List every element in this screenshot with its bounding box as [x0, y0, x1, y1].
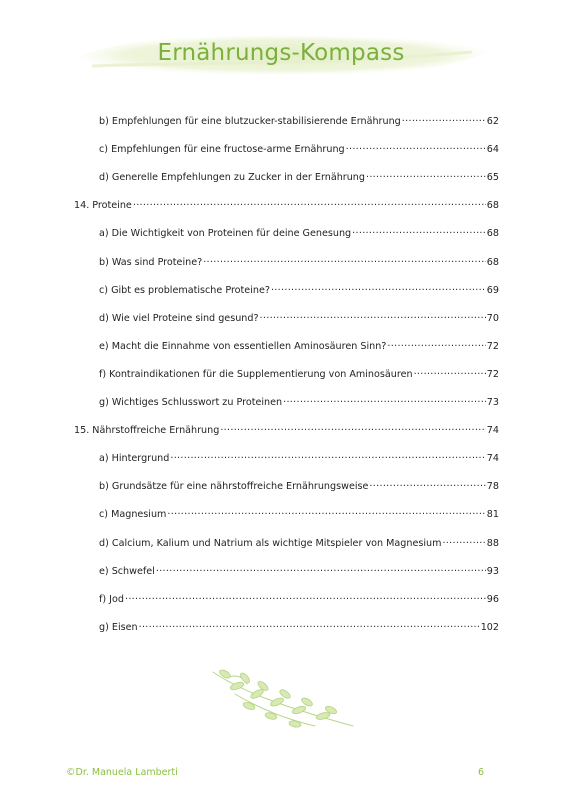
toc-entry-label: d) Wie viel Proteine sind gesund?	[99, 312, 259, 324]
toc-entry-page: 96	[486, 593, 499, 605]
toc-entry-label: 14. Proteine	[74, 200, 132, 212]
toc-entry-label: a) Die Wichtigkeit von Proteinen für deine Genesung	[99, 228, 352, 240]
toc-entry-label: c) Magnesium	[99, 509, 167, 521]
toc-entry-page: 65	[486, 172, 499, 184]
toc-dot-leader	[167, 507, 485, 517]
footer-page-number: 6	[478, 767, 485, 778]
toc-entry-label: f) Kontraindikationen für die Supplementierung von Aminosäuren	[99, 368, 413, 380]
toc-dot-leader	[414, 367, 486, 377]
toc-section-entry[interactable]	[99, 170, 499, 184]
toc-dot-leader	[271, 283, 486, 293]
toc-entry-label: b) Grundsätze für eine nährstoffreiche Ernährungsweise	[99, 481, 369, 493]
toc-entry-page: 73	[486, 397, 499, 408]
toc-dot-leader	[366, 170, 486, 180]
toc-dot-leader	[402, 114, 486, 124]
toc-dot-leader	[346, 142, 486, 152]
toc-entry-page: 68	[486, 200, 499, 212]
toc-dot-leader	[369, 479, 485, 489]
toc-dot-leader	[133, 198, 486, 208]
toc-entry-page: 74	[486, 453, 499, 465]
toc-entry-page: 72	[486, 340, 499, 352]
toc-section-entry[interactable]	[99, 592, 499, 606]
toc-dot-leader	[260, 311, 486, 321]
toc-entry-page: 68	[486, 256, 499, 268]
toc-section-entry[interactable]	[99, 507, 499, 521]
toc-entry-label: f) Jod	[99, 593, 124, 605]
toc-dot-leader	[352, 226, 486, 236]
toc-entry-label: g) Eisen	[99, 621, 138, 633]
toc-entry-label: a) Hintergrund	[99, 453, 170, 465]
toc-entry-page: 74	[486, 425, 499, 437]
toc-entry-label: d) Generelle Empfehlungen zu Zucker in der Ernährung	[99, 172, 365, 184]
toc-entry-label: g) Wichtiges Schlusswort zu Proteinen	[99, 397, 283, 408]
toc-entry-page: 78	[486, 481, 499, 493]
page-title: Ernährungs-Kompass	[157, 40, 405, 66]
toc-section-entry[interactable]	[99, 367, 499, 381]
toc-entry-page: 88	[486, 537, 499, 549]
toc-entry-page: 64	[486, 144, 499, 156]
toc-section-entry[interactable]	[99, 142, 499, 156]
toc-section-entry[interactable]	[99, 283, 499, 297]
toc-section-entry[interactable]	[99, 479, 499, 493]
toc-section-entry[interactable]	[99, 564, 499, 578]
toc-entry-page: 93	[486, 565, 499, 577]
toc-entry-page: 70	[486, 312, 499, 324]
toc-entry-page: 81	[486, 509, 499, 521]
toc-dot-leader	[125, 592, 486, 602]
toc-entry-label: d) Calcium, Kalium und Natrium als wichtige Mitspieler von Magnesium	[99, 537, 442, 549]
toc-section-entry[interactable]	[99, 620, 499, 634]
toc-section-entry[interactable]	[99, 395, 499, 409]
toc-entry-page: 102	[480, 621, 499, 633]
toc-entry-label: c) Gibt es problematische Proteine?	[99, 284, 270, 296]
toc-dot-leader	[442, 536, 485, 546]
toc-section-entry[interactable]	[99, 536, 499, 550]
toc-entry-label: b) Empfehlungen für eine blutzucker-stabilisierende Ernährung	[99, 116, 401, 127]
toc-entry-label: 15. Nährstoffreiche Ernährung	[74, 425, 220, 437]
footer-copyright: ©Dr. Manuela Lamberti	[66, 767, 178, 778]
toc-entry-label: e) Schwefel	[99, 565, 155, 577]
toc-entry-page: 68	[486, 228, 499, 240]
toc-dot-leader	[156, 564, 486, 574]
toc-chapter-entry[interactable]	[74, 198, 499, 212]
herb-sprig-illustration	[205, 664, 357, 736]
toc-dot-leader	[387, 339, 485, 349]
toc-section-entry[interactable]	[99, 226, 499, 240]
toc-dot-leader	[220, 423, 485, 433]
toc-chapter-entry[interactable]	[74, 423, 499, 437]
toc-entry-label: c) Empfehlungen für eine fructose-arme Ernährung	[99, 144, 345, 156]
toc-section-entry[interactable]	[99, 311, 499, 325]
toc-entry-page: 69	[486, 284, 499, 296]
toc-dot-leader	[203, 255, 486, 265]
toc-entry-label: e) Macht die Einnahme von essentiellen Aminosäuren Sinn?	[99, 340, 387, 352]
toc-dot-leader	[283, 395, 486, 405]
toc-entry-page: 62	[486, 116, 499, 127]
toc-dot-leader	[170, 451, 485, 461]
toc-section-entry[interactable]	[99, 451, 499, 465]
toc-dot-leader	[139, 620, 480, 630]
toc-section-entry[interactable]	[99, 255, 499, 269]
toc-section-entry[interactable]	[99, 114, 499, 128]
toc-section-entry[interactable]	[99, 339, 499, 353]
toc-entry-page: 72	[486, 368, 499, 380]
toc-entry-label: b) Was sind Proteine?	[99, 256, 203, 268]
